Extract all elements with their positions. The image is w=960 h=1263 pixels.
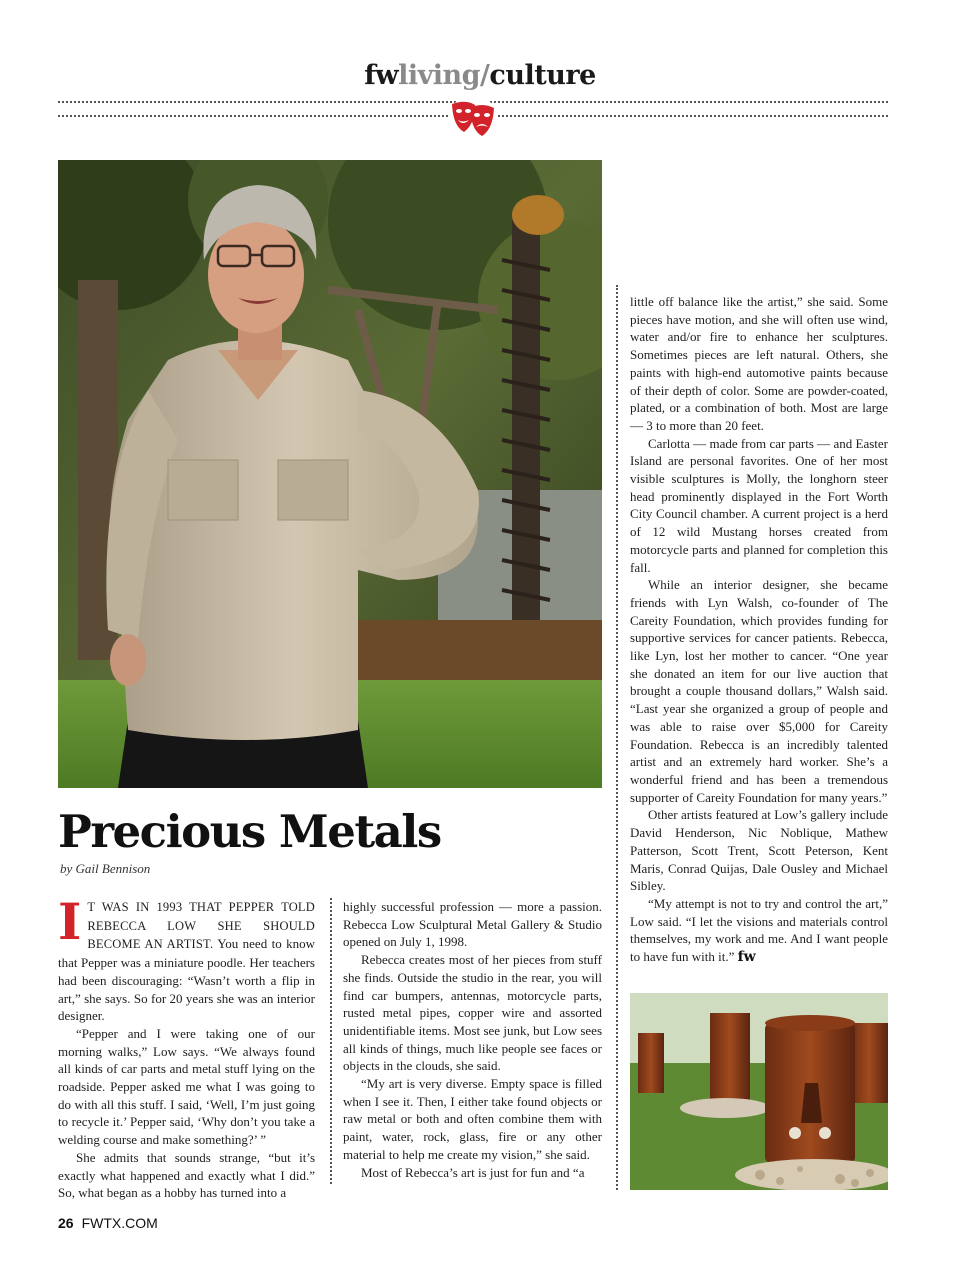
page-number: 26 (58, 1215, 74, 1231)
paragraph (630, 895, 888, 967)
paragraph: “Pepper and I were taking one of our morning walks,” Low says. “We always found all kinds of car parts and metal stuff lying on the roadside. Pepper asked me what I was going to do with all this stuff. I said, ‘Well, I’m just going to recycle it.’ Pepper said, ‘Why don’t you take a welding course and make something?’ ” (58, 1025, 315, 1148)
artist-portrait-photo (58, 160, 602, 788)
paragraph: “My art is very diverse. Empty space is filled when I see it. Then, I either take found objects or raw metal or both and often combine them with paint, water, rock, glass, fire or any other material to help me create my vision,” she said. (343, 1076, 602, 1162)
paragraph: Most of Rebecca’s art is just for fun and “a (361, 1164, 585, 1180)
article-headline: Precious Metals (58, 805, 441, 858)
paragraph: highly successful profession — more a passion. Rebecca Low Sculptural Metal Gallery & Studio opened on July 1, 1998. (343, 899, 602, 950)
masthead-slash: / (480, 60, 490, 91)
paragraph-text: You need to know that Pepper was a miniature poodle. Her teachers had been discouraging: “Wasn’t worth a flip in art,” she says. So for 20 years she was an interior designer. (58, 936, 315, 1024)
rusted-sculpture-photo (630, 993, 888, 1190)
section-masthead (0, 58, 960, 94)
end-mark: fw (737, 949, 756, 966)
column-divider (616, 285, 618, 1190)
paragraph (58, 892, 315, 1025)
masthead-living: living (398, 60, 481, 91)
article-column-3 (630, 293, 888, 967)
lead-in: T WAS IN 1993 THAT PEPPER TOLD REBECCA LOW SHE SHOULD BECOME AN ARTIST. (87, 900, 315, 952)
paragraph: Carlotta — made from car parts — and Easter Island are personal favorites. One of her most visible sculptures is Molly, the longhorn steer head prominently displayed in the Fort Worth City Council chamber. A current project is a herd of 12 wild Mustang horses created from motorcycle parts and planned for completion this fall. (630, 435, 888, 575)
paragraph: She admits that sounds strange, “but it’s exactly what happened and exactly what I did.” So, what began as a hobby has turned into a (58, 1149, 315, 1201)
masthead-culture: culture (489, 60, 596, 91)
page-footer (58, 1215, 158, 1231)
masthead-fw: fw (364, 60, 399, 91)
drop-cap: I (58, 892, 82, 951)
theater-masks-icon (448, 96, 498, 140)
article-byline: by Gail Bennison (60, 861, 151, 876)
article-column-2 (343, 898, 602, 1181)
paragraph: Rebecca creates most of her pieces from stuff she finds. Outside the studio in the rear, you will find car bumpers, antennas, motorcycle parts, rusted metal pipes, copper wire and assorted unidentifiable items. Most see junk, but Low sees all kinds of things, much like people see faces or objects in the clouds, she said. (343, 952, 602, 1074)
paragraph-text: “My attempt is not to try and control the art,” Low said. “I let the visions and materials control themselves, my work and me. And I want people to have fun with it.” (630, 895, 888, 965)
paragraph: While an interior designer, she became friends with Lyn Walsh, co-founder of The Careity Foundation, which provides funding for supportive services for cancer patients. Rebecca, like Lyn, lost her mother to cancer. “One year she donated an item for our live auction that brought a couple thousand dollars,” Walsh said. “Last year she organized a group of people and was able to raise over $5,000 for Careity Foundation. Rebecca is an incredibly talented artist and an extremely hard worker. She’s a wonderful friend and has been a tremendous supporter of Careity Foundation for many years.” (630, 577, 888, 805)
paragraph: Other artists featured at Low’s gallery include David Henderson, Nic Noblique, Mathew Patterson, Scott Trent, Scott Peterson, Kent Maris, Conrad Quijas, Dale Ousley and Michael Sibley. (630, 807, 888, 894)
column-divider (330, 898, 332, 1184)
paragraph: little off balance like the artist,” she said. Some pieces have motion, and she will often use wind, water and/or fire to enhance her sculptures. Sometimes pieces are left natural. Others, she paints with high-end automotive paints because of their depth of color. Some are powder-coated, plated, or a combination of both. Most are large — 3 to more than 20 feet. (630, 294, 888, 433)
site-name: FWTX.COM (81, 1215, 158, 1231)
article-column-1 (58, 892, 315, 1202)
